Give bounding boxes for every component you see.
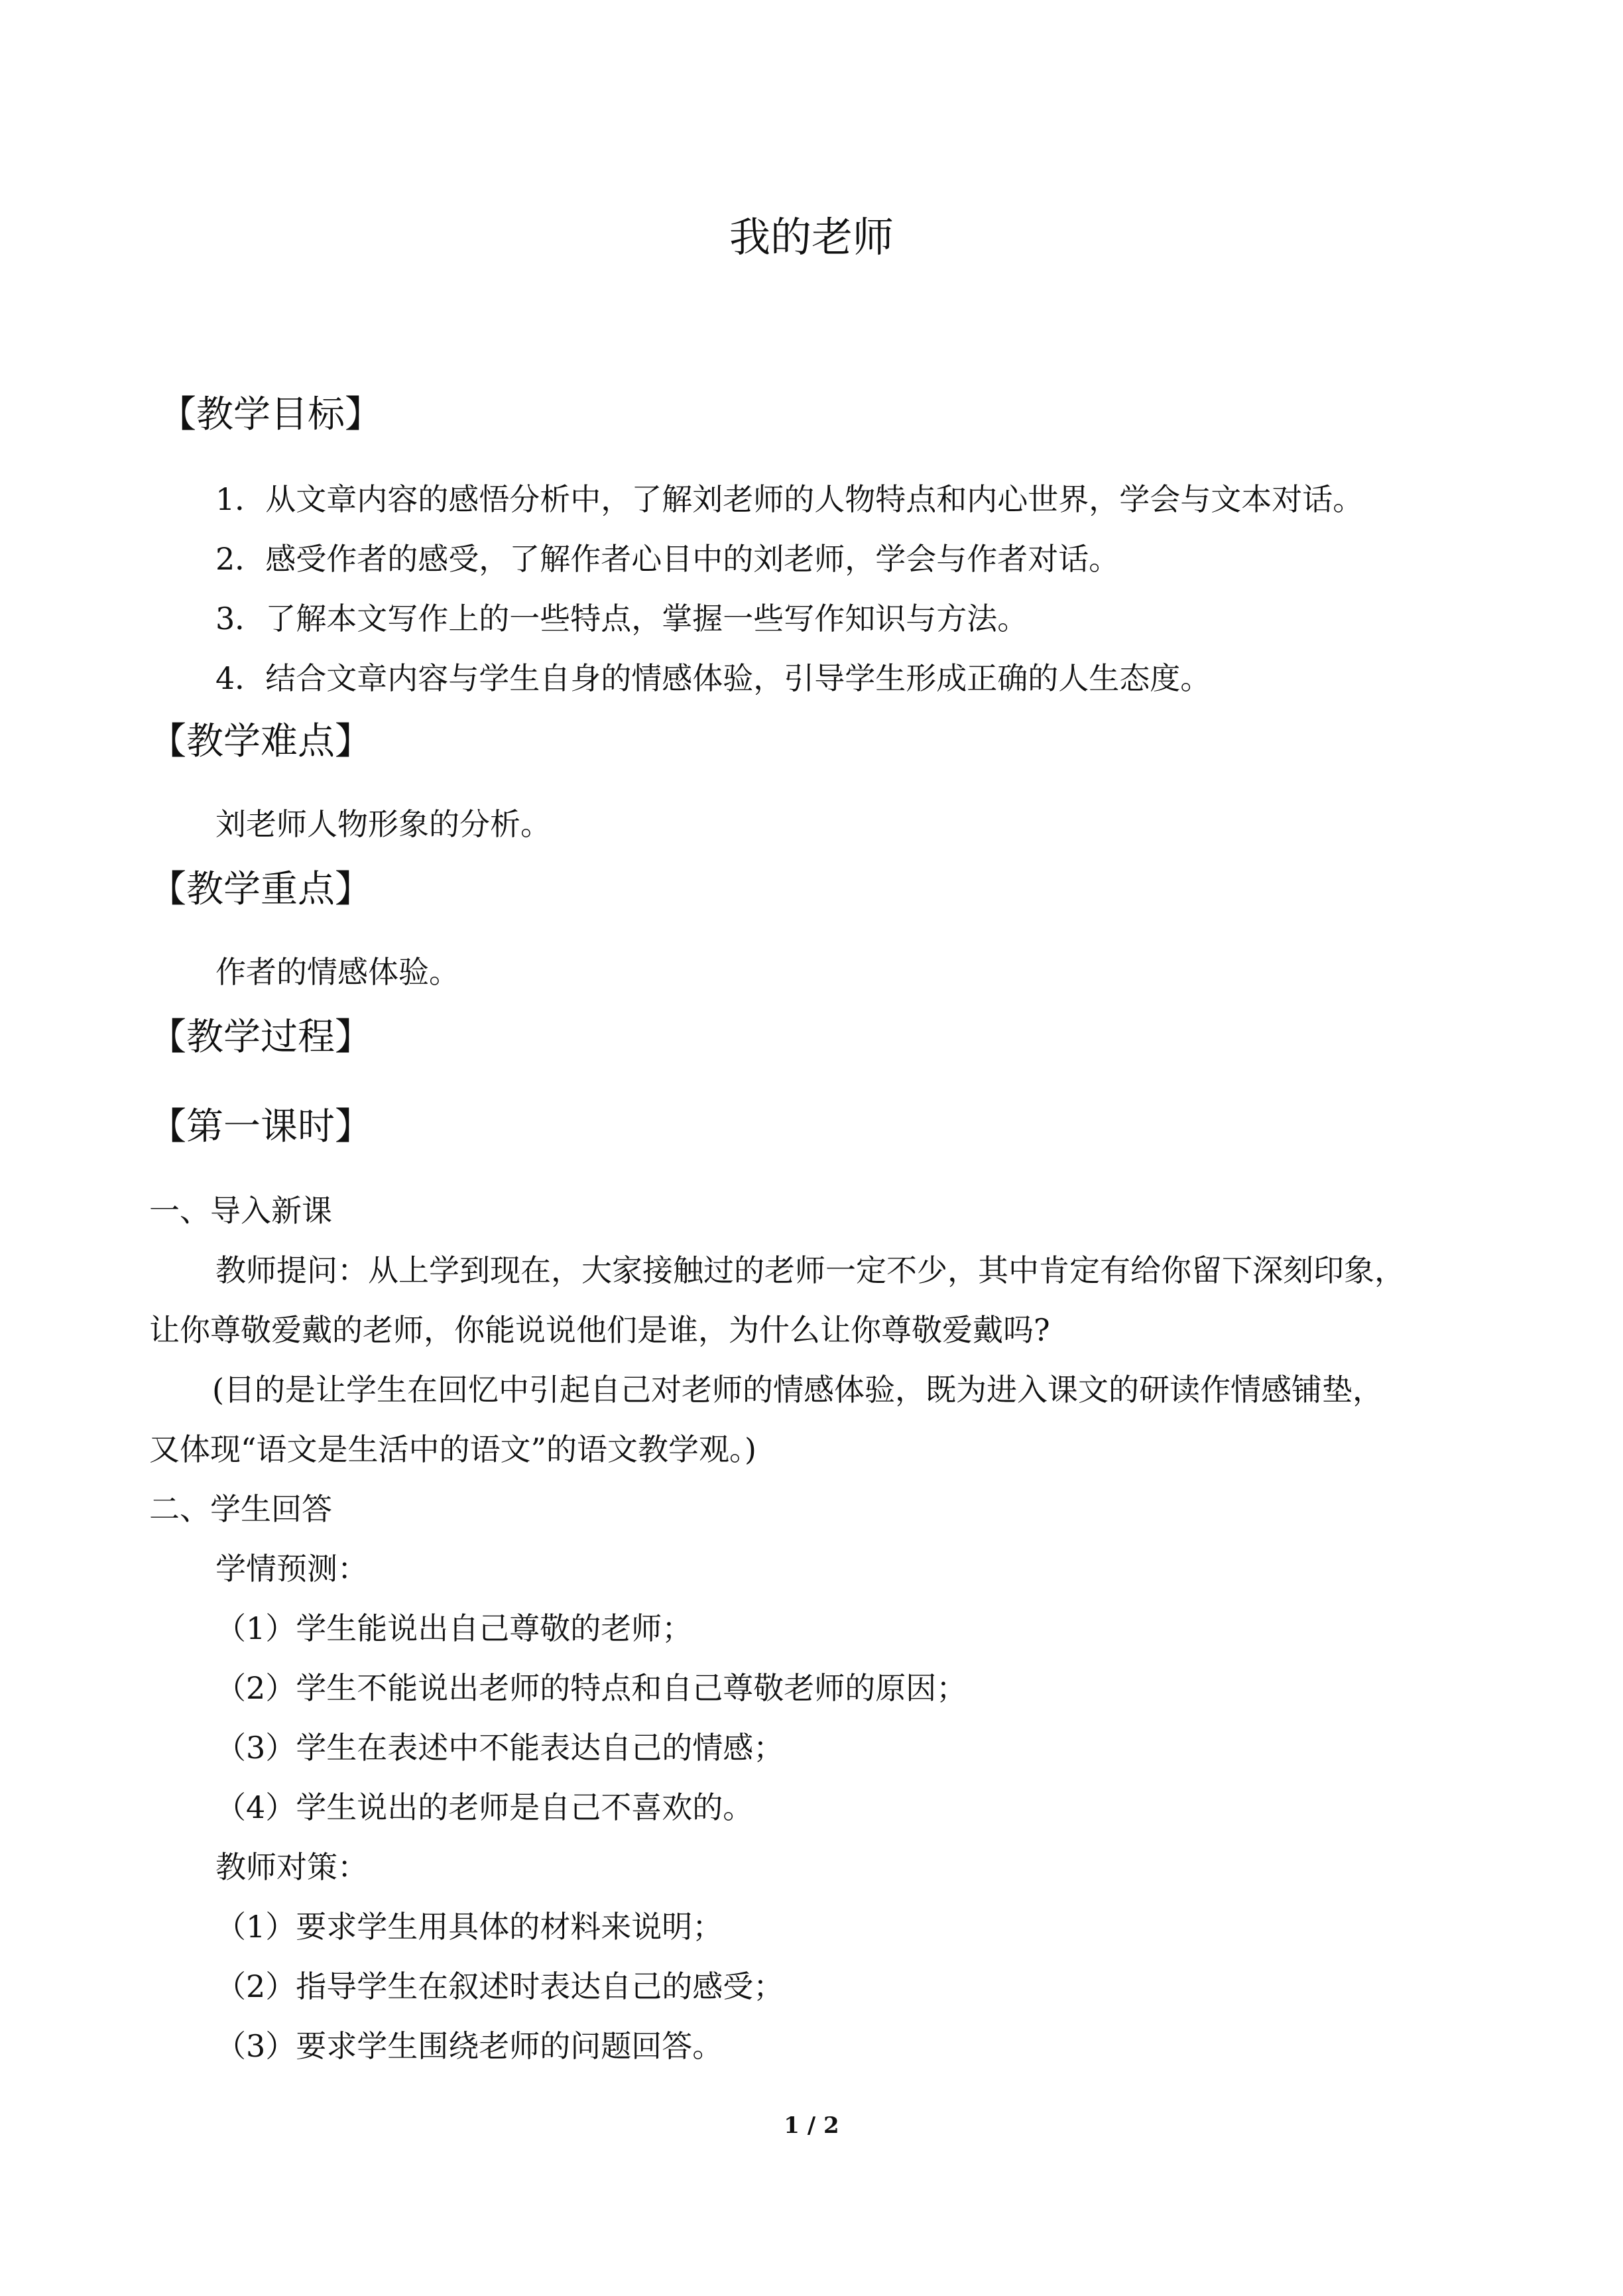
forecast-item-2: （2）学生不能说出老师的特点和自己尊敬老师的原因；	[215, 1670, 967, 1706]
forecast-label: 学情预测：	[215, 1551, 368, 1587]
heading-process: 【教学过程】	[149, 1016, 372, 1059]
part1-line-2: 让你尊敬爱戴的老师，你能说说他们是谁，为什么让你尊敬爱戴吗?	[149, 1312, 1050, 1348]
page-title: 我的老师	[729, 213, 894, 261]
part1-line-3: (目的是让学生在回忆中引起自己对老师的情感体验，既为进入课文的研读作情感铺垫，	[212, 1372, 1383, 1408]
part1-line-1: 教师提问：从上学到现在，大家接触过的老师一定不少，其中肯定有给你留下深刻印象，	[215, 1252, 1405, 1288]
part2-heading: 二、学生回答	[149, 1491, 332, 1527]
objective-item-3: 3．了解本文写作上的一些特点，掌握一些写作知识与方法。	[215, 601, 1028, 636]
forecast-item-4: （4）学生说出的老师是自己不喜欢的。	[215, 1789, 754, 1825]
forecast-item-3: （3）学生在表述中不能表达自己的情感；	[215, 1730, 784, 1766]
heading-difficulty: 【教学难点】	[149, 720, 372, 763]
part1-line-4: 又体现“语文是生活中的语文”的语文教学观。)	[149, 1431, 756, 1467]
difficulty-text: 刘老师人物形象的分析。	[215, 806, 551, 842]
part1-heading: 一、导入新课	[149, 1193, 332, 1229]
key-point-text: 作者的情感体验。	[215, 954, 459, 990]
strategy-label: 教师对策：	[215, 1849, 368, 1885]
strategy-item-1: （1）要求学生用具体的材料来说明；	[215, 1909, 723, 1945]
heading-key-point: 【教学重点】	[149, 868, 372, 911]
forecast-item-1: （1）学生能说出自己尊敬的老师；	[215, 1610, 693, 1646]
strategy-item-3: （3）要求学生围绕老师的问题回答。	[215, 2028, 723, 2064]
heading-objectives: 【教学目标】	[159, 393, 382, 436]
heading-first-lesson: 【第一课时】	[149, 1105, 372, 1148]
objective-item-1: 1．从文章内容的感悟分析中，了解刘老师的人物特点和内心世界，学会与文本对话。	[215, 481, 1364, 517]
strategy-item-2: （2）指导学生在叙述时表达自己的感受；	[215, 1968, 784, 2004]
objective-item-2: 2．感受作者的感受，了解作者心目中的刘老师，学会与作者对话。	[215, 541, 1120, 577]
objective-item-4: 4．结合文章内容与学生自身的情感体验，引导学生形成正确的人生态度。	[215, 660, 1211, 696]
page-number: 1 / 2	[784, 2112, 839, 2139]
